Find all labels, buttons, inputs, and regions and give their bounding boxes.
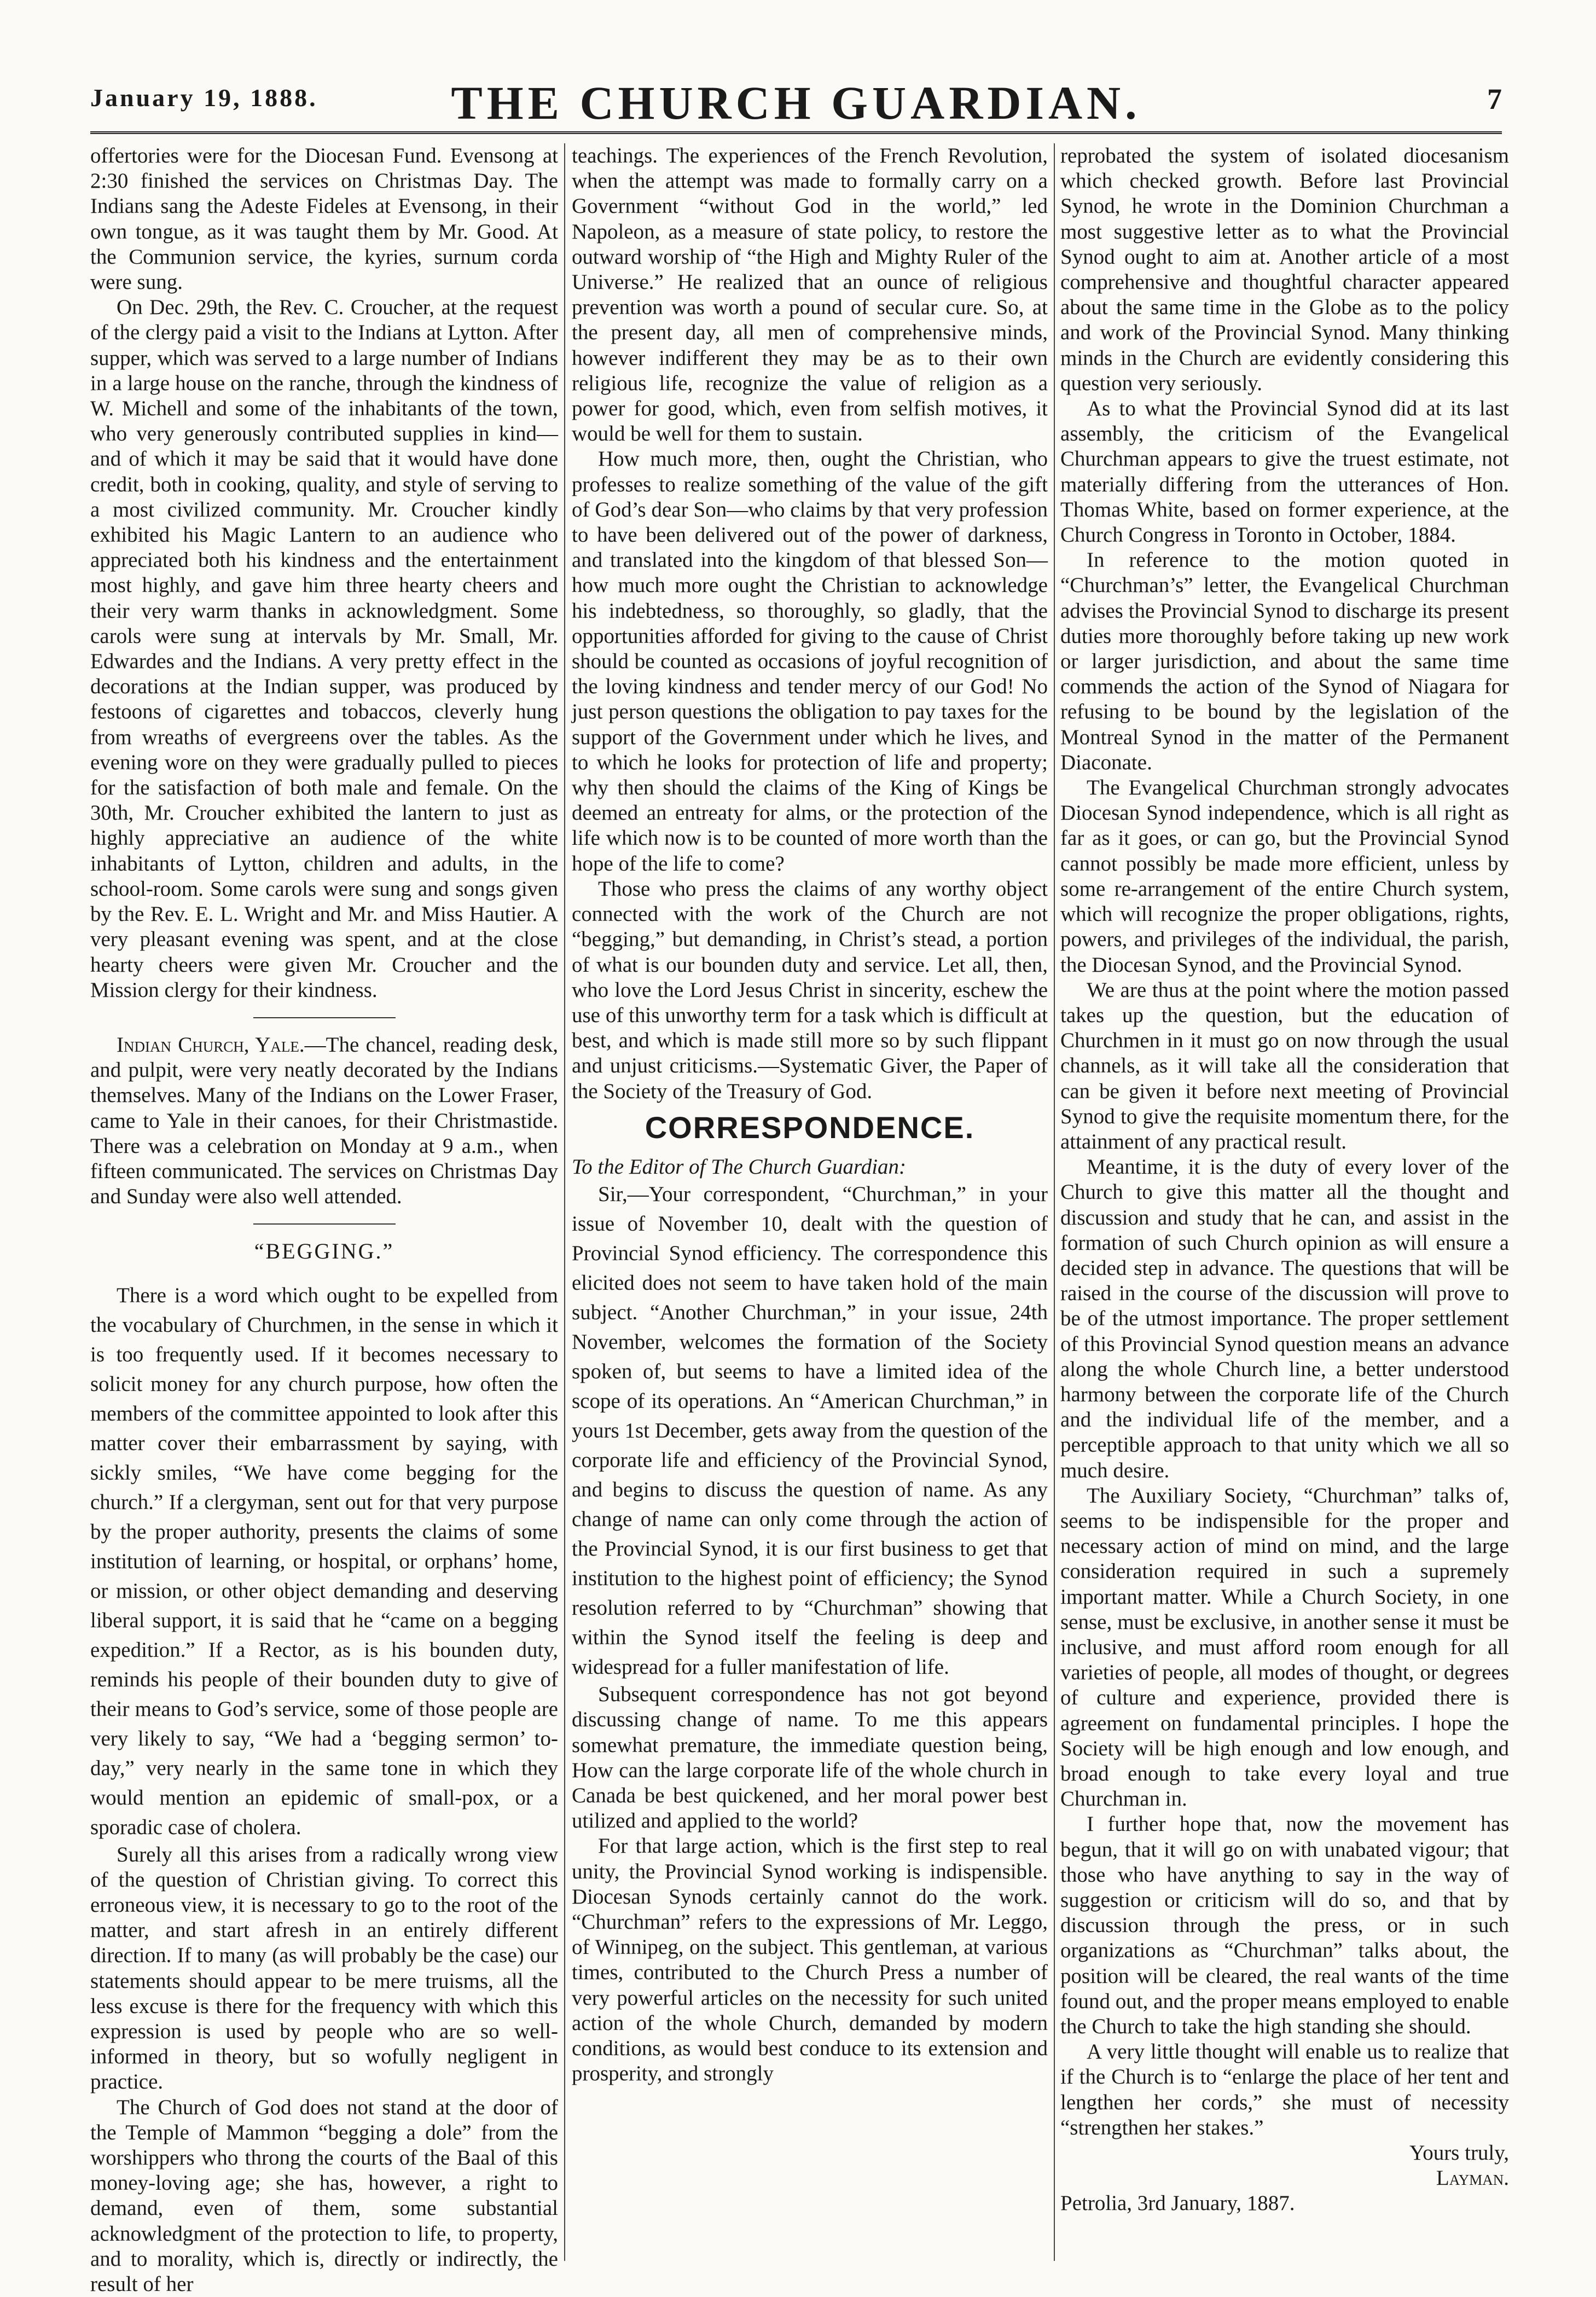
column-3 [1060,143,1509,2261]
paragraph: On Dec. 29th, the Rev. C. Croucher, at the request of the clergy paid a visit to the Indians at Lytton. After supper, which was served to a large number of Indians in a large house on the ranche, through the kindness of W. Michell and some of the inhabitants of the town, who very generously contributed supplies in kind—and of which it may be said that it would have done credit, both in cooking, quality, and style of serving to a most civilized community. Mr. Croucher kindly exhibited his Magic Lantern to an audience who appreciated both his kindness and the entertainment most highly, and gave him three hearty cheers and their very warm thanks in acknowledgment. Some carols were sung at intervals by Mr. Small, Mr. Edwardes and the Indians. A very pretty effect in the decorations at the Indian supper, was produced by festoons of cigarettes and tobaccos, cleverly hung from wreaths of evergreens over the tables. As the evening wore on they were gradually pulled to pieces for the satisfaction of both male and female. On the 30th, Mr. Croucher exhibited the lantern to just as highly appreciative an audience of the white inhabitants of Lytton, children and adults, in the school-room. Some carols were sung and songs given by the Rev. E. L. Wright and Mr. and Miss Hautier. A very pleasant evening was spent, and at the close hearty cheers were given Mr. Croucher and the Mission clergy for their kindness. [90,295,558,1002]
paragraph: Surely all this arises from a radically wrong view of the question of Christian giving. To correct this erroneous view, it is necessary to go to the root of the matter, and start afresh in an entirely different direction. If to many (as will probably be the case) our statements should appear to be mere truisms, all the less excuse is there for the frequency with which this expression is used by people who are so well-informed in theory, but so wofully negligent in practice. [90,1842,558,2094]
paragraph: Sir,—Your correspondent, “Churchman,” in your issue of November 10, dealt with the question of Provincial Synod efficiency. The correspondence this elicited does not seem to have taken hold of the main subject. “Another Churchman,” in your issue, 24th November, welcomes the formation of the Society spoken of, but seems to have a limited idea of the scope of its operations. An “American Churchman,” in yours 1st December, gets away from the question of the corporate life and efficiency of the Provincial Synod, and begins to discuss the question of name. As any change of name can only come through the action of the Provincial Synod, it is our first business to get that institution to the highest point of efficiency; the Synod resolution referred to by “Churchman” showing that within the Synod itself the feeling is deep and widespread for a fuller manifestation of life. [572,1182,1048,1679]
signature: Layman. [1436,2166,1509,2190]
paragraph: There is a word which ought to be expelled from the vocabulary of Churchmen, in the sense in which it is too frequently used. If it becomes necessary to solicit money for any church purpose, how often the members of the committee appointed to look after this matter cover their embarrassment by saying, with sickly smiles, “We have come begging for the church.” If a clergyman, sent out for that very purpose by the proper authority, presents the claims of some institution of learning, or hospital, or orphans’ home, or mission, or other object demanding and deserving liberal support, it is said that he “came on a begging expedition.” If a Rector, as is his bounden duty, reminds his people of their bounden duty to give of their means to God’s service, some of those people are very likely to say, “We had a ‘begging sermon’ to-day,” very nearly in the same tone in which they would mention an epidemic of small-pox, or a sporadic case of cholera. [90,1283,558,1839]
paragraph: reprobated the system of isolated diocesanism which checked growth. Before last Provincial Synod, he wrote in the Dominion Churchman a most suggestive letter as to what the Provincial Synod ought to aim at. Another article of a most comprehensive and thoughtful character appeared about the same time in the Globe as to the policy and work of the Provincial Synod. Many thinking minds in the Church are evidently considering this question very seriously. [1060,144,1509,395]
paragraph: teachings. The experiences of the French Revolution, when the attempt was made to formally carry on a Government “without God in the world,” led Napoleon, as a measure of state policy, to restore the outward worship of “the High and Mighty Ruler of the Universe.” He realized that an ounce of religious prevention was worth a pound of secular cure. So, at the present day, all men of comprehensive minds, however indifferent they may be as to their own religious life, recognize the value of religion as a power for good, which, even from selfish motives, it would be well for them to sustain. [572,144,1048,446]
column-divider [1054,143,1055,2261]
column-divider [564,143,565,2261]
closing: Yours truly, [1409,2141,1509,2165]
item-text: —The chancel, reading desk, and pulpit, were very neatly decorated by the Indians themselves. Many of the Indians on the Lower Fraser, came to Yale in their canoes, for their Christmastide. There was a celebration on Monday at 9 a.m., when fifteen communicated. The services on Christmas Day and Sunday were also well attended. [90,1033,559,1209]
item-lead: Indian Church, Yale. [117,1033,305,1057]
paragraph: The Auxiliary Society, “Churchman” talks of, seems to be indispensible for the proper and necessary action of mind on mind, and the large consideration required in such a supremely important matter. While a Church Society, in one sense, must be exclusive, in another sense it must be inclusive, and must afford room enough for all varieties of people, all modes of thought, or degrees of culture and experience, provided there is agreement on fundamental principles. I hope the Society will be high enough and low enough, and broad enough to take every loyal and true Churchman in. [1060,1483,1509,1811]
masthead [90,71,1502,134]
column-1 [90,143,559,2296]
paragraph: How much more, then, ought the Christian, who professes to realize something of the value of the gift of God’s dear Son—who claims by that very profession to have been delivered out of the power of darkness, and translated into the kingdom of that blessed Son—how much more ought the Christian to acknowledge his indebtedness, so thoroughly, so gladly, that the opportunities afforded for giving to the cause of Christ should be counted as occasions of joyful recognition of the loving kindness and tender mercy of our God! No just person questions the obligation to pay taxes for the support of the Government under which he lives, and to which he looks for protection of life and property; why then should the claims of the King of Kings be deemed an entreaty for alms, or the protection of the life which now is to be counted of more worth than the hope of the life to come? [572,447,1048,875]
salutation: To the Editor of The Church Guardian: [572,1155,907,1179]
paragraph: Subsequent correspondence has not got beyond discussing change of name. To me this appears somewhat premature, the immediate question being, How can the large corporate life of the whole church in Canada be best quickened, and her moral power best utilized and applied to the world? [572,1683,1048,1833]
paragraph: offertories were for the Diocesan Fund. Evensong at 2:30 finished the services on Christmas Day. The Indians sang the Adeste Fideles at Evensong, in their own tongue, as it was taught them by Mr. Good. At the Communion service, the kyries, surnum corda were sung. [90,144,558,294]
paragraph: Meantime, it is the duty of every lover of the Church to give this matter all the thought and discussion and study that he can, and assist in the formation of such Church opinion as will ensure a decided step in advance. The questions that will be raised in the course of the discussion will prove to be of the utmost importance. The proper settlement of this Provincial Synod question means an advance along the whole Church line, a better understood harmony between the corporate life of the Church and the individual life of the member, and a perceptible approach to that unity which we all so much desire. [1060,1155,1509,1482]
paragraph: A very little thought will enable us to realize that if the Church is to “enlarge the place of her tent and lengthen her cords,” she must of necessity “strengthen her stakes.” [1060,2040,1509,2139]
column-2 [572,143,1048,2261]
paragraph: Those who press the claims of any worthy object connected with the work of the Church are not “begging,” but demanding, in Christ’s stead, a portion of what is our bounden duty and service. Let all, then, who love the Lord Jesus Christ in sincerity, eschew the use of this unworthy term for a task which is difficult at best, and which is made still more so by such flippant and unjust criticisms.—Systematic Giver, the Paper of the Society of the Treasury of God. [572,877,1048,1103]
paragraph: The Church of God does not stand at the door of the Temple of Mammon “begging a dole” from the worshippers who throng the courts of the Baal of this money-loving age; she has, however, a right to demand, even of them, some substantial acknowledgment of the protection to life, to property, and to morality, which is, directly or indirectly, the result of her [90,2095,558,2296]
paragraph: The Evangelical Churchman strongly advocates Diocesan Synod independence, which is all right as far as it goes, or can go, but the Provincial Synod cannot possibly be made more efficient, unless by some re-arrangement of the entire Church system, which will recognize the proper obligations, rights, powers, and privileges of the individual, the parish, the Diocesan Synod, and the Provincial Synod. [1060,776,1509,977]
article-title: “BEGGING.” [254,1239,394,1264]
section-heading: CORRESPONDENCE. [645,1110,975,1145]
paragraph: As to what the Provincial Synod did at its last assembly, the criticism of the Evangelical Churchman appears to give the truest estimate, not materially differing from the utterances of Hon. Thomas White, based on former experience, at the Church Congress in Toronto in October, 1884. [1060,397,1509,547]
paragraph: For that large action, which is the first step to real unity, the Provincial Synod working is indispensible. Diocesan Synods certainly cannot do the work. “Churchman” refers to the expressions of Mr. Leggo, of Winnipeg, on the subject. This gentleman, at various times, contributed to the Church Press a number of very powerful articles on the necessity for such united action of the whole Church, demanded by modern conditions, as would best conduce to its extension and prosperity, and strongly [572,1834,1048,2086]
place-date: Petrolia, 3rd January, 1887. [1060,2191,1295,2215]
section-divider [253,1223,396,1225]
section-divider [253,1017,396,1018]
paragraph: In reference to the motion quoted in “Churchman’s” letter, the Evangelical Churchman advises the Provincial Synod to discharge its present duties more thoroughly before taking up new work or larger jurisdiction, and about the same time commends the action of the Synod of Niagara for refusing to be bound by the legislation of the Montreal Synod in the matter of the Permanent Diaconate. [1060,548,1509,774]
newspaper-title: THE CHURCH GUARDIAN. [451,77,1141,129]
paragraph [90,1033,558,1209]
paragraph: I further hope that, now the movement has begun, that it will go on with unabated vigour; that those who have anything to say in the way of suggestion or criticism will do so, and that by discussion through the press, or in such organizations as “Churchman” talks about, the position will be cleared, the real wants of the time found out, and the proper means employed to enable the Church to take the high standing she should. [1060,1812,1509,2039]
paragraph: We are thus at the point where the motion passed takes up the question, but the education of Churchmen in it must go on now through the usual channels, as it will take all the consideration that can be given it before next meeting of Provincial Synod to give the requisite momentum there, for the attainment of any practical result. [1060,978,1509,1153]
issue-date: January 19, 1888. [90,84,318,112]
page-number: 7 [1487,83,1502,115]
